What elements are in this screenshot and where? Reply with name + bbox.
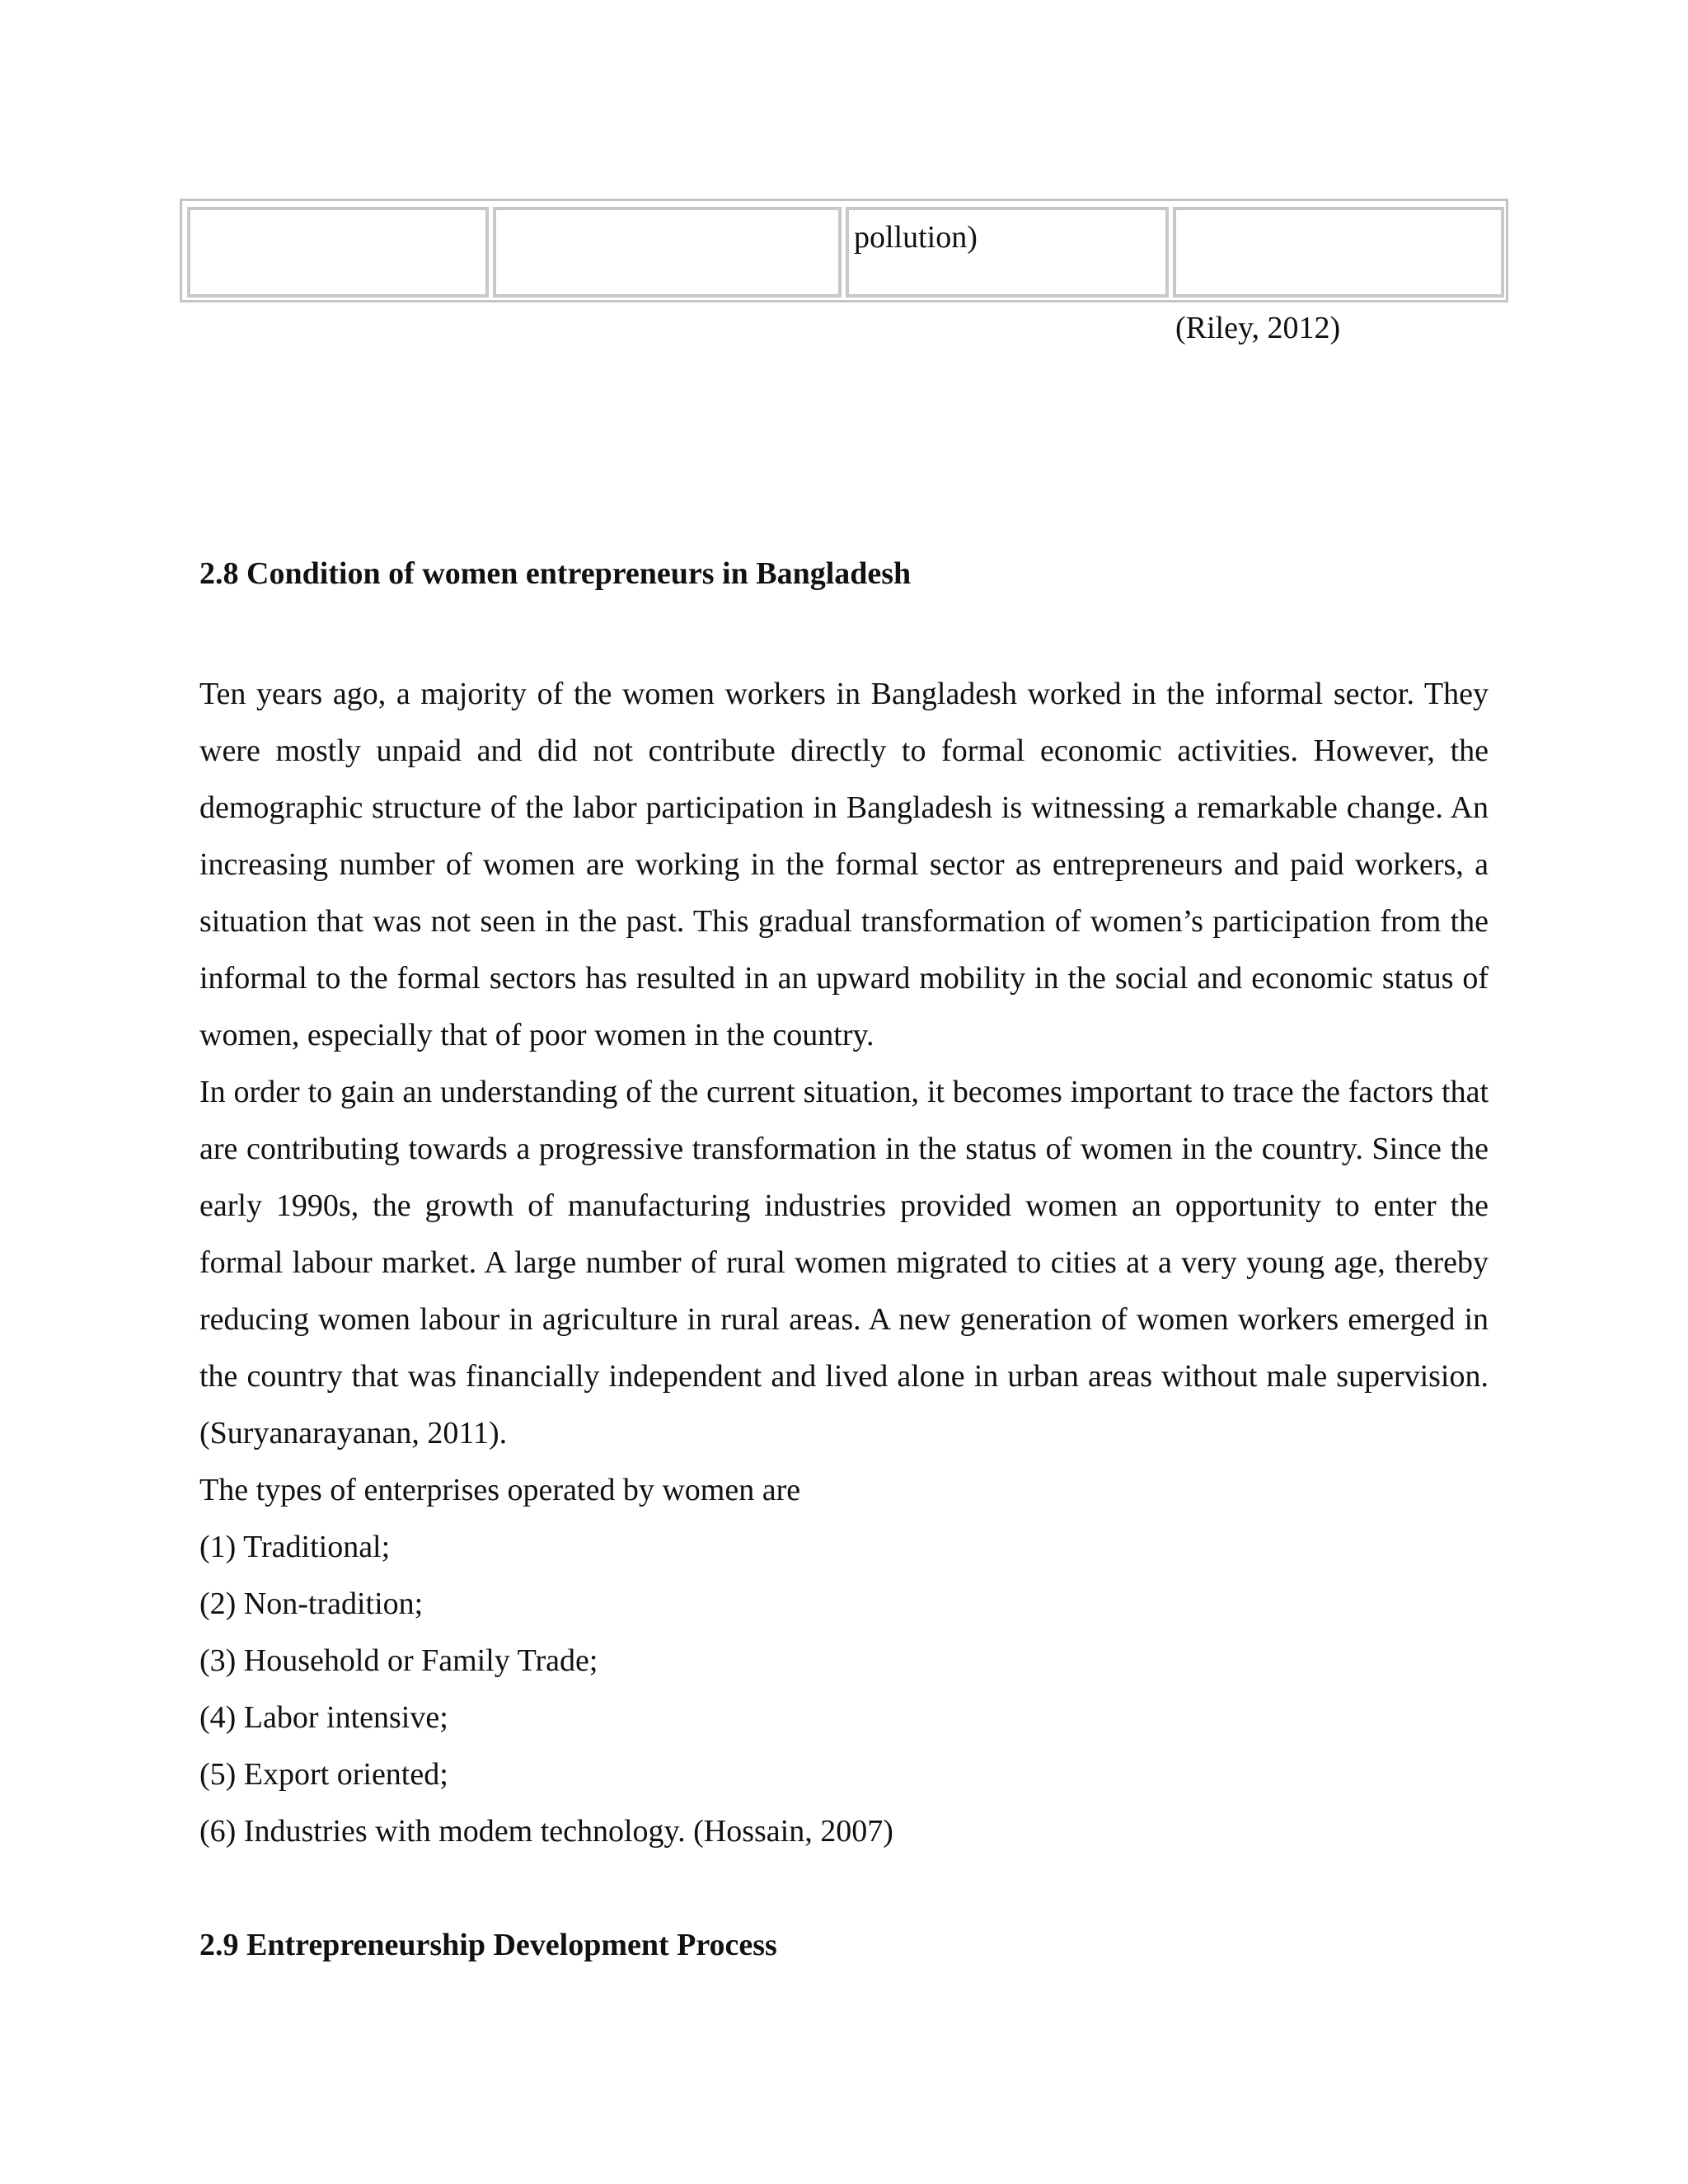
section-heading-2-9: 2.9 Entrepreneurship Development Process	[199, 1928, 777, 1962]
list-item: (1) Traditional;	[199, 1530, 391, 1564]
section-body	[199, 666, 1489, 1860]
table-cell	[187, 207, 489, 298]
table-cell	[1173, 207, 1504, 298]
table-cell-text: pollution)	[854, 220, 978, 255]
table-cell	[493, 207, 842, 298]
list-item: (2) Non-tradition;	[199, 1586, 424, 1621]
list-item: (3) Household or Family Trade;	[199, 1643, 598, 1678]
paragraph-2: In order to gain an understanding of the current situation, it becomes important to trace the factors that are contributing towards a progressive transformation in the status of women in the country. Since the early 1990s, the growth of manufacturing industries provided women an opportunity to enter the formal labour market. A large number of rural women migrated to cities at a very young age, thereby reducing women labour in agriculture in rural areas. A new generation of women workers emerged in the country that was financially independent and lived alone in urban areas without male supervision. (Suryanarayanan, 2011).	[199, 1075, 1489, 1451]
list-item: (6) Industries with modem technology. (Hossain, 2007)	[199, 1814, 893, 1849]
paragraph-1: Ten years ago, a majority of the women workers in Bangladesh worked in the informal sector. They were mostly unpaid and did not contribute directly to formal economic activities. However, the demographic structure of the labor participation in Bangladesh is witnessing a remarkable change. An increasing number of women are working in the formal sector as entrepreneurs and paid workers, a situation that was not seen in the past. This gradual transformation of women’s participation from the informal to the formal sectors has resulted in an upward mobility in the social and economic status of women, especially that of poor women in the country.	[199, 677, 1489, 1052]
list-item: (5) Export oriented;	[199, 1757, 448, 1792]
section-heading-2-8: 2.8 Condition of women entrepreneurs in Bangladesh	[199, 556, 912, 591]
table-cell	[846, 207, 1169, 298]
list-intro: The types of enterprises operated by women are	[199, 1473, 801, 1507]
table-citation: (Riley, 2012)	[1175, 311, 1341, 345]
list-item: (4) Labor intensive;	[199, 1700, 448, 1735]
table-fragment	[180, 199, 1508, 302]
